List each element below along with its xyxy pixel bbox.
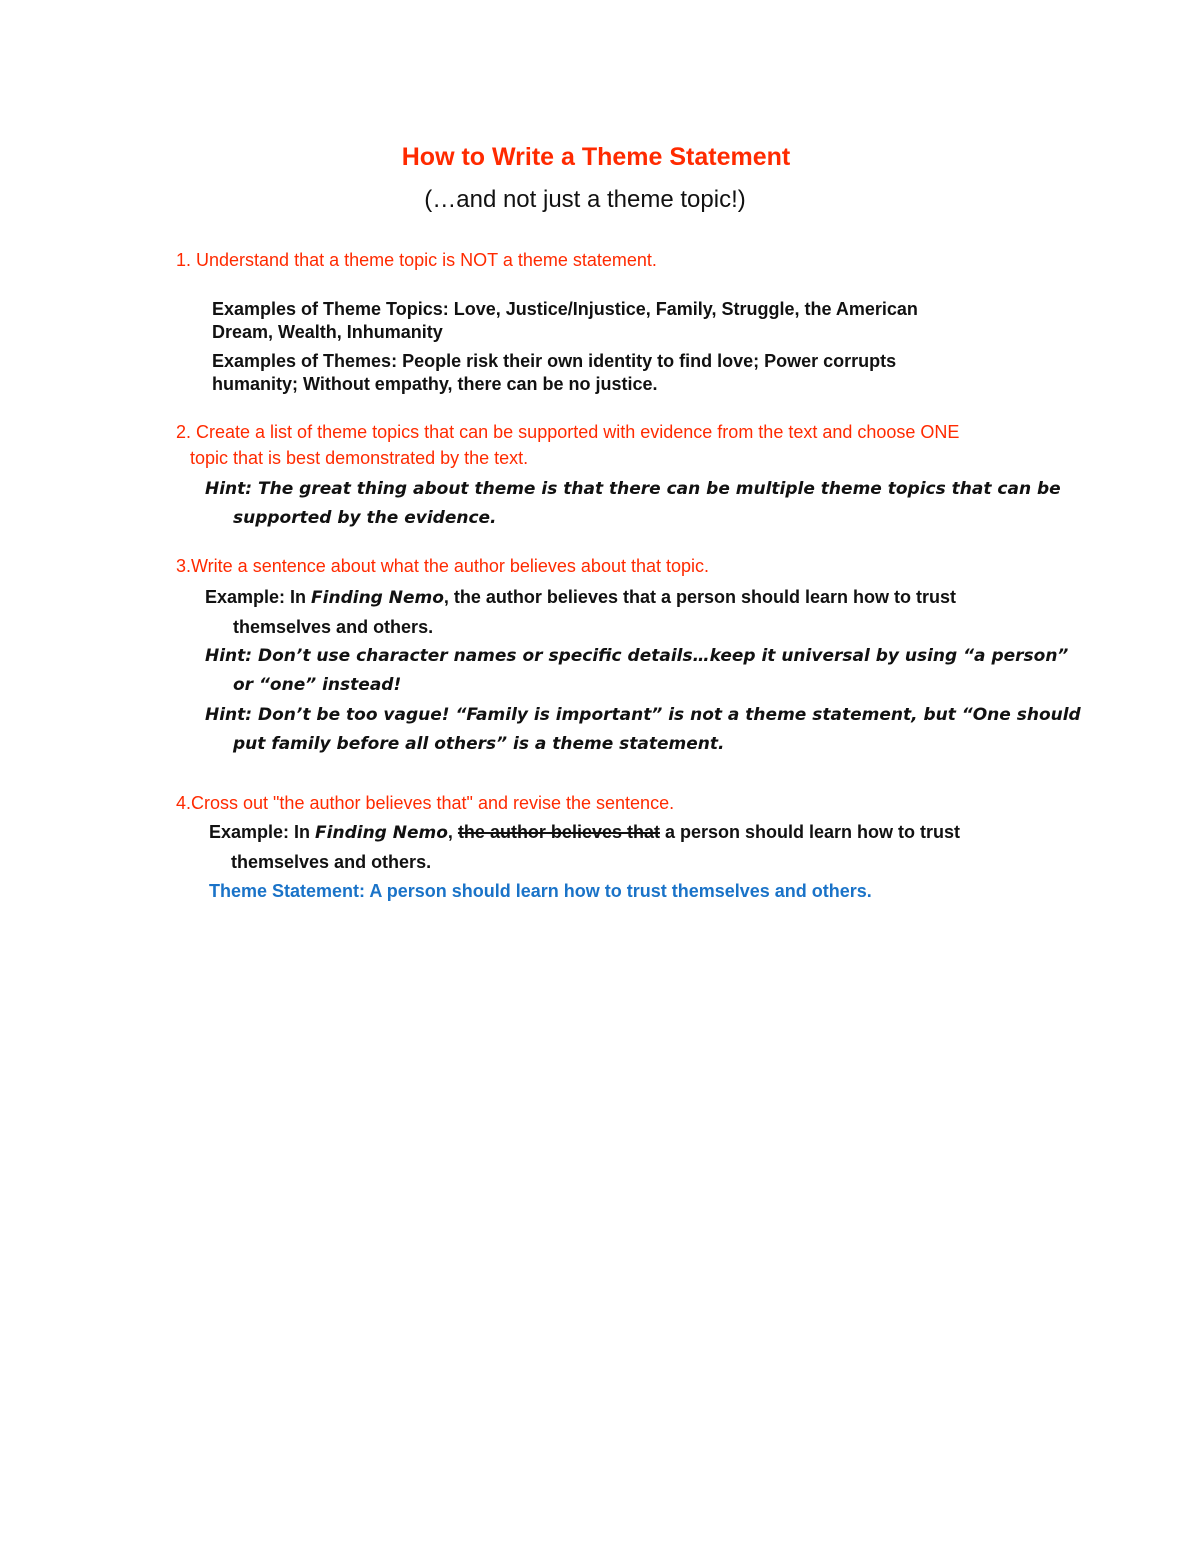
theme-topics-examples xyxy=(212,298,918,344)
step2-hint xyxy=(205,475,1061,533)
step4-example-comma: , xyxy=(447,822,458,842)
step4-example-prefix: Example: In xyxy=(209,822,316,842)
step2-heading-line1: 2. Create a list of theme topics that can be supported with evidence from the text and choose ONE xyxy=(176,422,960,442)
step2-heading xyxy=(176,419,959,471)
theme-topics-line2: Dream, Wealth, Inhumanity xyxy=(212,322,443,342)
theme-topics-line1: Examples of Theme Topics: Love, Justice/Injustice, Family, Struggle, the American xyxy=(212,299,918,319)
step2-hint-line1: Hint: The great thing about theme is that there can be multiple theme topics that can be xyxy=(205,479,1061,499)
theme-statement: Theme Statement: A person should learn how to trust themselves and others. xyxy=(209,881,872,901)
step3-hint2-line1: Hint: Don’t be too vague! “Family is important” is not a theme statement, but “One should xyxy=(205,705,1081,725)
step3-hint2-line2: put family before all others” is a theme statement. xyxy=(233,734,725,754)
step3-hint2 xyxy=(205,701,1081,759)
struck-phrase: the author believes that xyxy=(457,822,660,842)
step1-heading: 1. Understand that a theme topic is NOT a theme statement. xyxy=(176,250,657,270)
step4-example-line2: themselves and others. xyxy=(231,852,432,872)
step4-example-rest: a person should learn how to trust xyxy=(659,822,961,842)
themes-examples xyxy=(212,350,896,396)
page-title: How to Write a Theme Statement xyxy=(401,143,791,171)
page-subtitle: (…and not just a theme topic!) xyxy=(424,186,746,213)
step3-example-title: Finding Nemo xyxy=(311,588,444,608)
step2-heading-line2: topic that is best demonstrated by the text. xyxy=(190,448,529,468)
step3-heading: 3.Write a sentence about what the author believes about that topic. xyxy=(176,556,710,576)
themes-line1: Examples of Themes: People risk their own identity to find love; Power corrupts xyxy=(212,351,897,371)
step3-hint1-line2: or “one” instead! xyxy=(233,675,402,695)
themes-line2: humanity; Without empathy, there can be no justice. xyxy=(212,374,658,394)
step3-hint1-line1: Hint: Don’t use character names or specific details…keep it universal by using “a person” xyxy=(205,646,1069,666)
step3-example-prefix: Example: In xyxy=(205,587,312,607)
step3-example-rest: , the author believes that a person should learn how to trust xyxy=(443,587,956,607)
step3-example xyxy=(205,583,956,642)
step4-example xyxy=(209,818,960,877)
step3-example-line2: themselves and others. xyxy=(233,617,434,637)
step3-hint1 xyxy=(205,642,1068,700)
step4-heading: 4.Cross out "the author believes that" and revise the sentence. xyxy=(176,793,675,813)
step2-hint-line2: supported by the evidence. xyxy=(233,508,497,528)
step4-example-title: Finding Nemo xyxy=(315,823,448,843)
